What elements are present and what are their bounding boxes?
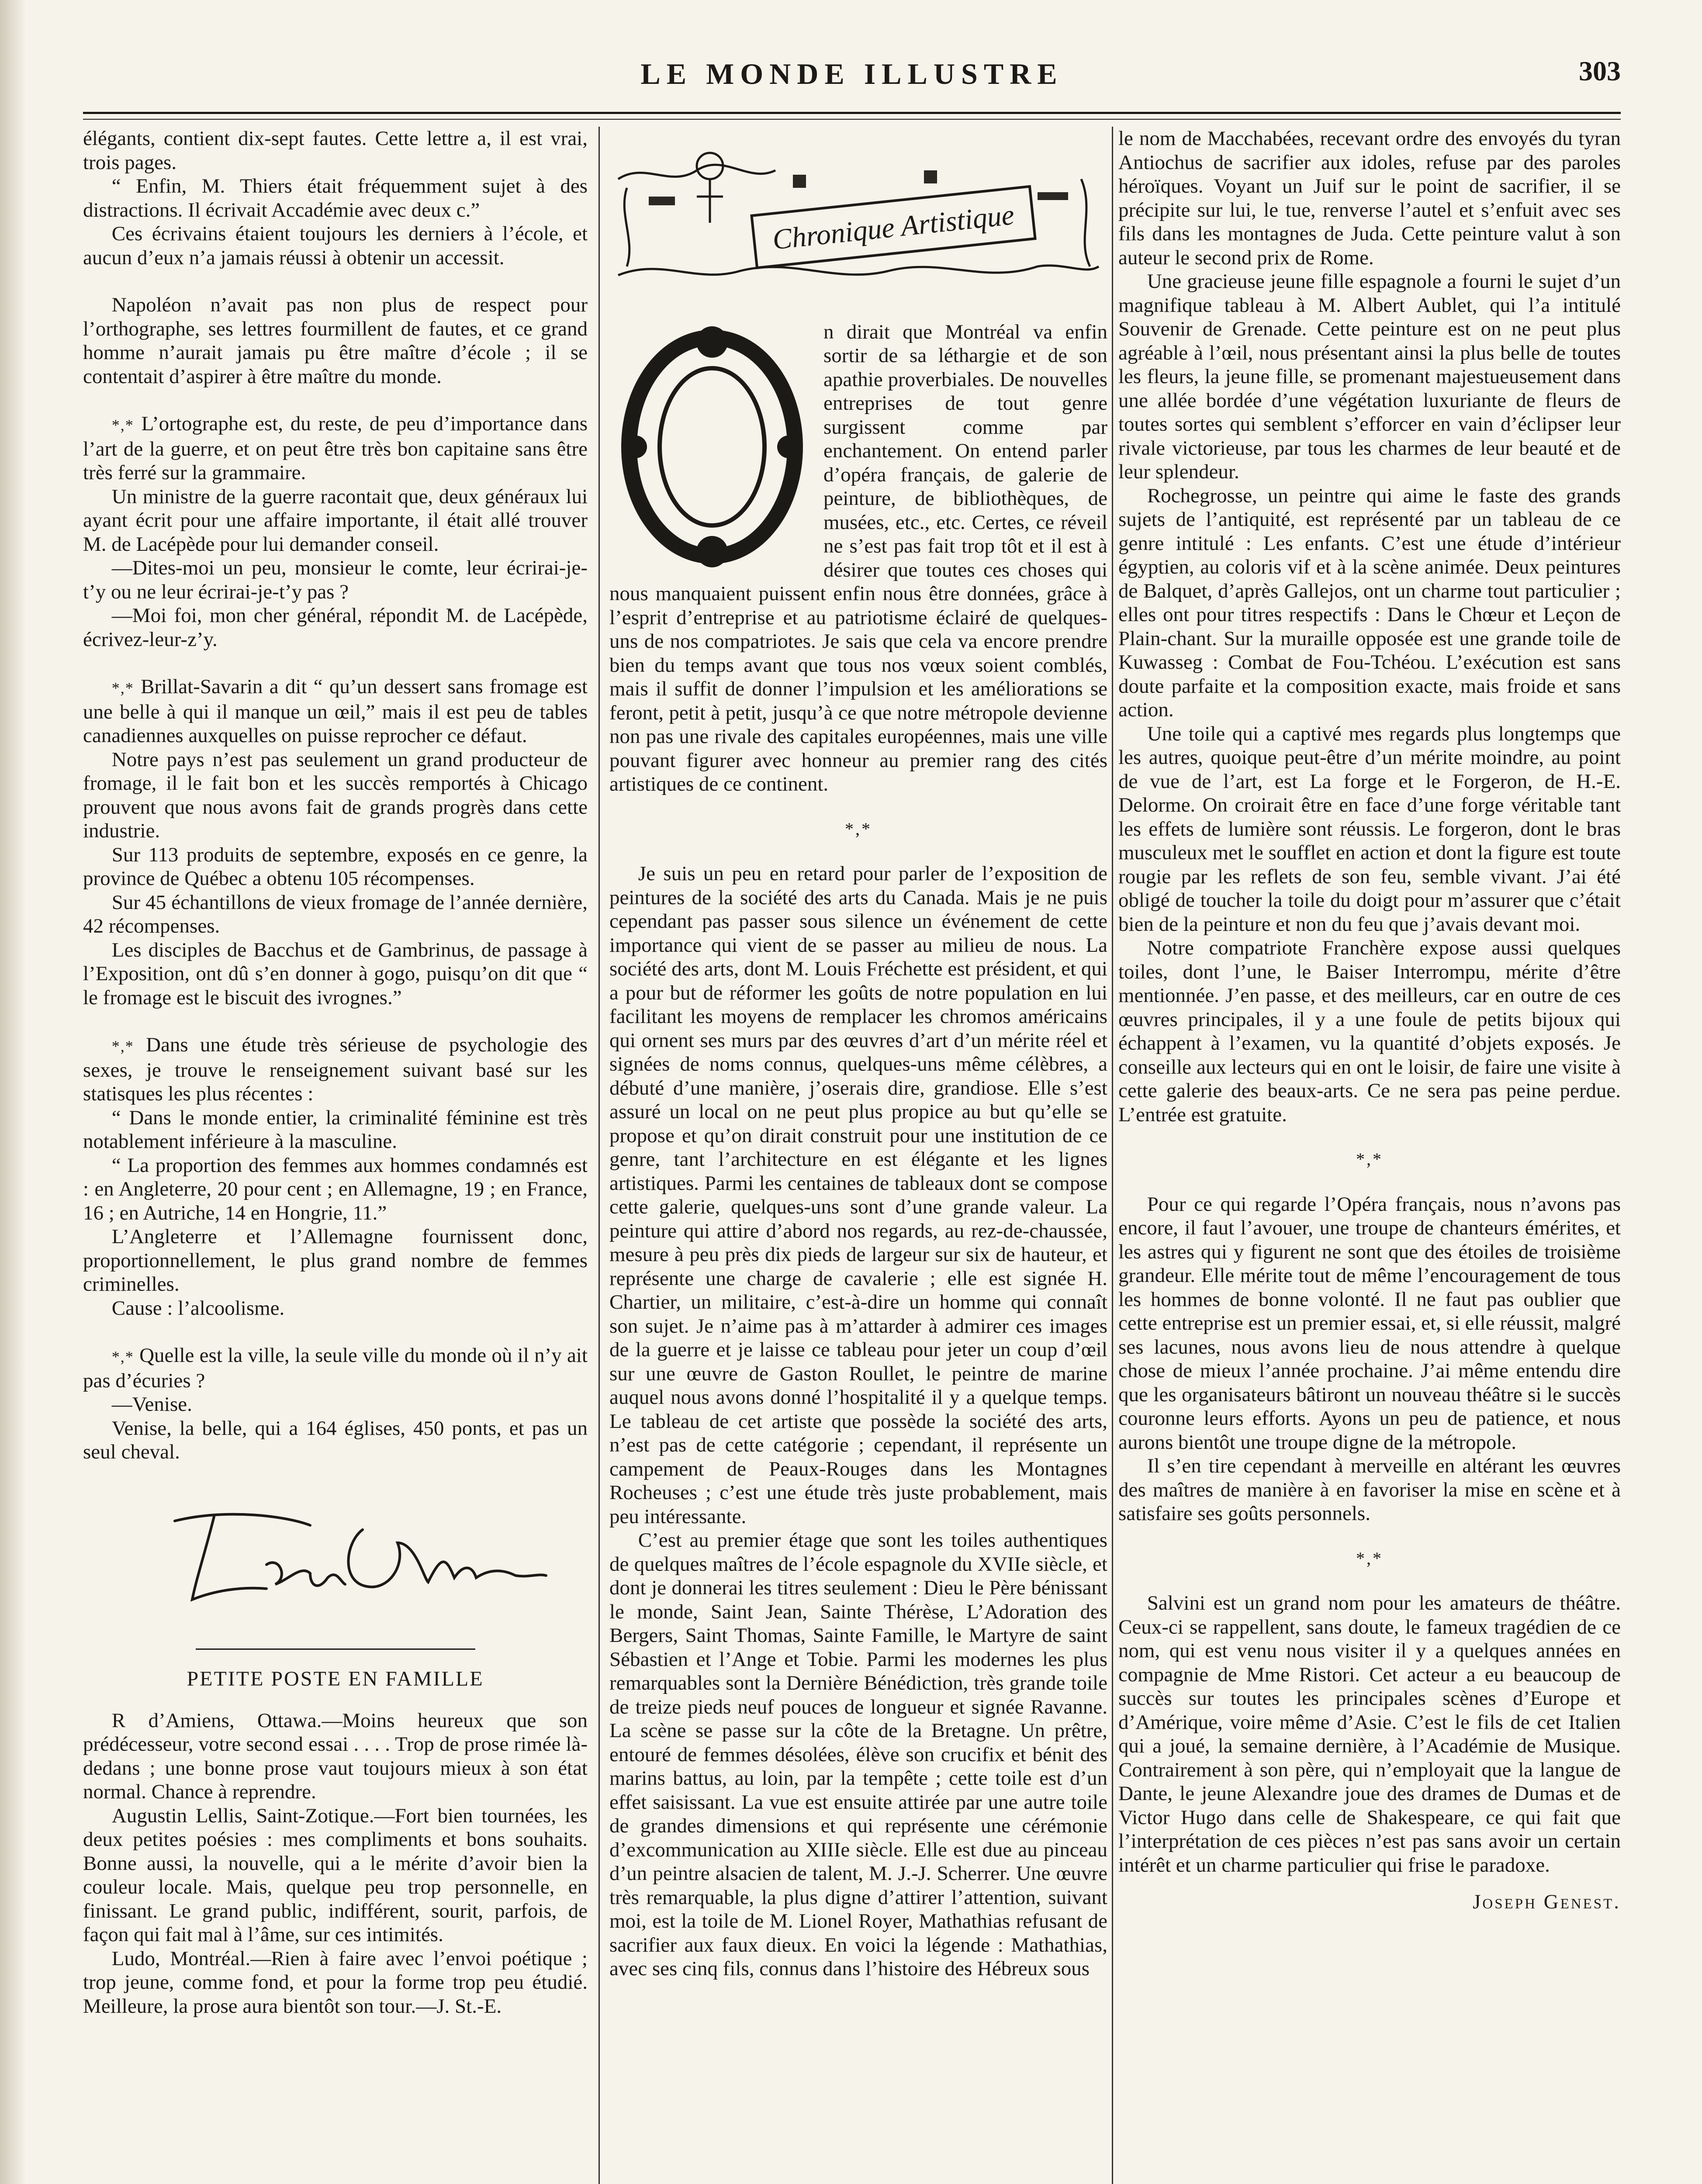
header-rule-thin xyxy=(83,119,1621,120)
asterism: *,* xyxy=(111,416,134,434)
paragraph: “ Dans le monde entier, la criminalité féminine est très notablement inférieure à la masculine. xyxy=(83,1106,588,1153)
paragraph: R d’Amiens, Ottawa.—Moins heureux que son prédécesseur, votre second essai . . . . Trop de prose rimée là-dedans ; une bonne prose vaut toujours mieux à son état normal. Chance à reprendre. xyxy=(83,1709,588,1803)
paragraph: Une toile qui a captivé mes regards plus longtemps que les autres, quoique peut-être d’un mérite moindre, au point de vue de l’art, est La forge et le Forgeron, de H.-E. Delorme. On croirait être en face d’une forge véritable tant les effets de lumière sont réussis. Le forgeron, dont le bras musculeux met le soufflet en action et dont la figure est toute rougie par les reflets de son feu, semble vivant. J’ai été obligé de toucher la toile du doigt pour m’assurer que c’était bien de la peinture et non du feu que j’avais devant moi. xyxy=(1118,722,1621,936)
paragraph: *,* Quelle est la ville, la seule ville du monde où il n’y ait pas d’écuries ? xyxy=(83,1344,588,1392)
header-rule xyxy=(83,112,1621,114)
paragraph: Cause : l’alcoolisme. xyxy=(111,1296,285,1320)
page-header xyxy=(83,52,1621,100)
paragraph: Une gracieuse jeune fille espagnole a fourni le sujet d’un magnifique tableau à M. Albert Aublet, qui l’a intitulé Souvenir de Grenade. Cette peinture est on ne peut plus agréable à l’œil, nous présentant ainsi la plus belle de toutes les fleurs, la jeune fille, se promenant majestueusement dans une allée bordée d’une végétation luxuriante de fleurs de toutes sortes qui semblent s’efforcer en vain d’éclipser leur rivale victorieuse, par tous les charmes de leur beauté et de leur splendeur. xyxy=(1118,270,1621,483)
paragraph: Sur 113 produits de septembre, exposés en ce genre, la province de Québec a obtenu 105 récompenses. xyxy=(83,843,588,890)
page-number: 303 xyxy=(1579,55,1621,86)
asterism: *,* xyxy=(111,1348,134,1365)
scan-border xyxy=(0,0,26,2184)
paragraph: Augustin Lellis, Saint-Zotique.—Fort bien tournées, les deux petites poésies : mes compliments et bons souhaits. Bonne aussi, la nouvelle, qui a le mérite d’avoir bien la couleur locale. Mais, quelque peu trop personnelle, en finissant. Le grand public, indifférent, sourit, parfois, de façon qui fait mal à l’âme, sur ces intimités. xyxy=(83,1804,588,1946)
paragraph: Napoléon n’avait pas non plus de respect pour l’orthographe, ses lettres fourmillent de fautes, et ce grand homme n’aurait jamais pu être maître d’école ; il se contentait d’aspirer à être maître du monde. xyxy=(83,294,588,388)
paragraph: Il s’en tire cependant à merveille en altérant les œuvres des maîtres de manière à en favoriser la mise en scène et à satisfaire ses goûts personnels. xyxy=(1118,1455,1621,1525)
section-stars: *,* xyxy=(1356,1548,1383,1568)
paragraph: Notre compatriote Franchère expose aussi quelques toiles, dont l’une, le Baiser Interrompu, mérite d’être mentionnée. J’en passe, et des meilleurs, car en outre de ces œuvres principales, il y a une foule de petits bijoux qui échappent à l’examen, vu la quantité d’objets exposés. Je conseille aux lecteurs qui en ont le loisir, de faire une visite à cette galerie des beaux-arts. Ce ne sera pas peine perdue. L’entrée est gratuite. xyxy=(1118,936,1621,1126)
asterism: *,* xyxy=(111,1037,134,1055)
dropcap-o-ornament xyxy=(609,325,815,569)
dropcap-letter: O xyxy=(702,436,722,466)
paragraph: C’est au premier étage que sont les toiles authentiques de quelques maîtres de l’école espagnole du XVIIe siècle, et dont je donnerai les titres seulement : Dieu le Père bénissant le monde, Saint Jean, Sainte Thérèse, L’Adoration des Bergers, Saint Thomas, Sainte Famille, le Martyre de saint Sébastien et l’Ange et Tobie. Parmi les modernes les plus remarquables sont la Dernière Bénédiction, très grande toile de treize pieds neuf pouces de longueur et signée Ravanne. La scène se passe sur la côte de la Bretagne. Un prêtre, entouré de femmes désolées, élève son crucifix et bénit des marins battus, au loin, par la tempête ; cette toile est d’un effet saisissant. La vue est ensuite attirée par une autre toile de grandes dimensions et qui représente une cérémonie d’excommunication au XIIIe siècle. Elle est due au pinceau d’un peintre alsacien de talent, M. J.-J. Scherrer. Une œuvre très remarquable, la plus digne d’attirer l’attention, suivant moi, est la toile de M. Lionel Royer, Mathathias refusant de sacrifier aux faux dieux. En voici la légende : Mathathias, avec ses cinq fils, connus dans l’histoire des Hébreux sous xyxy=(609,1529,1107,1980)
paragraph: Je suis un peu en retard pour parler de l’exposition de peintures de la société des arts du Canada. Mais je ne puis cependant pas passer sous silence un événement de cette importance qui vient de se passer au milieu de nous. La société des arts, dont M. Louis Fréchette est président, et qui a pour but de réformer les goûts de notre population en lui facilitant les moyens de remplacer les chromos américains qui ornent ses murs par des œuvres d’art d’un mérite réel et signées de noms connus, quelques-uns même célèbres, a débuté d’une manière, j’oserais dire, grandiose. Elle s’est assuré un local on ne peut plus propice au but qu’elle se propose et qu’on dirait construit pour une institution de ce genre, tant l’architecture en est élégante et les lignes artistiques. Parmi les centaines de tableaux dont se compose cette galerie, quelques-uns sont d’une grande valeur. La peinture qui attire d’abord nos regards, au rez-de-chaussée, mesure à peu près dix pieds de largeur sur six de hauteur, et représente une charge de cavalerie ; elle est signée H. Chartier, un militaire, c’est-à-dire un homme qui connaît son sujet. Je n’aime pas à m’attarder à admirer ces images de la guerre et je laisse ce tableau pour jeter un coup d’œil sur une œuvre de Gaston Roullet, le peintre de marine auquel nous avons donné l’hospitalité il y a quelque temps. Le tableau de cet artiste que possède la société des arts, n’est pas de cette catégorie ; cependant, il représente un campement de Peaux-Rouges dans les Montagnes Rocheuses ; c’est une étude très juste probablement, mais peu intéressante. xyxy=(609,862,1107,1528)
asterism: *,* xyxy=(111,679,134,697)
section-stars: *,* xyxy=(1356,1149,1383,1169)
paragraph: Rochegrosse, un peintre qui aime le faste des grands sujets de l’antiquité, est représenté par un tableau de ce genre intitulé : Les enfants. C’est une étude d’intérieur égyptien, au coloris vif et à la scène animée. Deux peintures de Balquet, d’après Gallejos, ont un charme tout particulier ; elles ont pour titres respectifs : Dans le Chœur et Leçon de Plain-chant. Sur la muraille opposée est une grande toile de Kuwasseg : Combat de Fou-Tchéou. L’exécution est sans doute parfaite et la composition exacte, mais froide et sans action. xyxy=(1118,484,1621,721)
paragraph: Ludo, Montréal.—Rien à faire avec l’envoi poétique ; trop jeune, comme fond, et pour la forme trop peu étudié. Meilleure, la prose aura bientôt son tour.—J. St.-E. xyxy=(83,1947,588,2018)
paragraph: “ Enfin, M. Thiers était fréquemment sujet à des distractions. Il écrivait Accadémie avec deux c.” xyxy=(83,175,588,221)
paragraph: Sur 45 échantillons de vieux fromage de l’année dernière, 42 récompenses. xyxy=(83,891,588,937)
paragraph: —Venise. xyxy=(111,1393,192,1416)
paragraph: —Moi foi, mon cher général, répondit M. de Lacépède, écrivez-leur-z’y. xyxy=(83,604,588,651)
section-title: PETITE POSTE EN FAMILLE xyxy=(187,1667,484,1690)
column-separator xyxy=(1112,127,1113,2184)
newspaper-title: LE MONDE ILLUSTRE xyxy=(640,57,1063,90)
column-1 xyxy=(83,127,588,2018)
paragraph: Notre pays n’est pas seulement un grand producteur de fromage, il le fait bon et les succès remportés à Chicago prouvent que nous avons fait de grands progrès dans cette industrie. xyxy=(83,748,588,842)
author-signature: Joseph Genest. xyxy=(1473,1890,1621,1913)
paragraph: *,* Dans une étude très sérieuse de psychologie des sexes, je trouve le renseignement suivant basé sur les statisques les plus récentes : xyxy=(83,1033,588,1105)
paragraph: n dirait que Montréal va enfin sortir de sa léthargie et de son apathie proverbiales. De nouvelles entreprises de tout genre surgissent comme par enchantement. On entend parler d’opéra français, de galerie de peinture, de bibliothèques, de musées, etc., etc. Certes, ce réveil ne s’est pas fait trop tôt et il est à désirer que toutes ces choses qui nous manquaient puissent enfin nous être données, grâce à l’esprit d’entreprise et au patriotisme éclairé de quelques-uns de nos compatriotes. Je sais que cela va encore prendre bien du temps avant que tous nos vœux soient comblés, mais il suffit de donner l’impulsion et les améliorations se feront, petit à petit, jusqu’à ce que notre métropole devienne non pas une rivale des capitales européennes, mais une ville pouvant figurer avec honneur au premier rang des cités artistiques de ce continent. xyxy=(609,320,1107,795)
paragraph: Ces écrivains étaient toujours les derniers à l’école, et aucun d’eux n’a jamais réussi à obtenir un accessit. xyxy=(83,222,588,269)
paragraph: Salvini est un grand nom pour les amateurs de théâtre. Ceux-ci se rappellent, sans doute, le fameux tragédien de ce nom, qui est venu nous visiter il y a quelques années en compagnie de Mme Ristori. Cet acteur a eu beaucoup de succès sur toutes les principales scènes d’Europe et d’Amérique, voire même d’Asie. C’est le fils de cet Italien qui a joué, la semaine dernière, à l’Académie de Musique. Contrairement à son père, qui n’employait que la langue de Dante, le jeune Alexandre joue des drames de Dumas et de Victor Hugo dans celle de Shakespeare, ce qui fait que l’interprétation de ces pièces n’est pas sans avoir un certain intérêt et un charme particulier qui frise le paradoxe. xyxy=(1118,1592,1621,1876)
paragraph: —Dites-moi un peu, monsieur le comte, leur écrirai-je-t’y ou ne leur écrirai-je-t’y pas ? xyxy=(83,556,588,603)
column-2 xyxy=(609,127,1107,1981)
handwritten-signature xyxy=(83,1490,588,1621)
banner-text: Chronique Artistique xyxy=(771,199,1016,256)
paragraph: *,* L’ortographe est, du reste, de peu d’importance dans l’art de la guerre, et on peut être très bon capitaine sans être très ferré sur la grammaire. xyxy=(83,412,588,484)
column-separator xyxy=(598,127,600,2184)
paragraph: “ La proportion des femmes aux hommes condamnés est : en Angleterre, 20 pour cent ; en Allemagne, 19 ; en France, 16 ; en Autriche, 14 en Hongrie, 11.” xyxy=(83,1154,588,1224)
paragraph: Pour ce qui regarde l’Opéra français, nous n’avons pas encore, il faut l’avouer, une troupe de chanteurs émérites, et les astres qui y figurent ne sont que des étoiles de troisième grandeur. Elle mérite tout de même l’encouragement de tous les hommes de bonne volonté. Il ne faut pas oublier que cette entreprise est un premier essai, et, si elle réussit, malgré ses lacunes, nous avons lieu de nous attendre à quelque chose de mieux l’année prochaine. J’ai même entendu dire que les organisateurs bâtiront un nouveau théâtre si le succès couronne leurs efforts. Ayons un peu de patience, et nous aurons bientôt une troupe digne de la métropole. xyxy=(1118,1192,1621,1454)
paragraph: *,* Brillat-Savarin a dit “ qu’un dessert sans fromage est une belle à qui il manque un œil,” mais il est peu de tables canadiennes auxquelles on puisse reprocher ce défaut. xyxy=(83,675,588,747)
section-rule xyxy=(196,1648,475,1650)
chronique-artistique-banner xyxy=(609,135,1107,301)
ornamental-dropcap xyxy=(609,325,815,569)
paragraph: Les disciples de Bacchus et de Gambrinus, de passage à l’Exposition, ont dû s’en donner à gogo, puisqu’on dit que “ le fromage est le biscuit des ivrognes.” xyxy=(83,938,588,1009)
paragraph: le nom de Macchabées, recevant ordre des envoyés du tyran Antiochus de sacrifier aux idoles, refuse par des paroles héroïques. Voyant un Juif sur le point de sacrifier, il se précipite sur lui, le tue, renverse l’autel et s’enfuit avec ses fils dans les montagnes de Juda. Cette peinture valut à son auteur le second prix de Rome. xyxy=(1118,127,1621,269)
paragraph: L’Angleterre et l’Allemagne fournissent donc, proportionnellement, le plus grand nombre de femmes criminelles. xyxy=(83,1225,588,1296)
paragraph: élégants, contient dix-sept fautes. Cette lettre a, il est vrai, trois pages. xyxy=(83,127,588,174)
paragraph: Un ministre de la guerre racontait que, deux généraux lui ayant écrit pour une affaire importante, il était allé trouver M. de Lacépède pour lui demander conseil. xyxy=(83,485,588,556)
section-stars: *,* xyxy=(845,819,872,839)
paragraph: Venise, la belle, qui a 164 églises, 450 ponts, et pas un seul cheval. xyxy=(83,1417,588,1463)
column-3 xyxy=(1118,127,1621,1914)
